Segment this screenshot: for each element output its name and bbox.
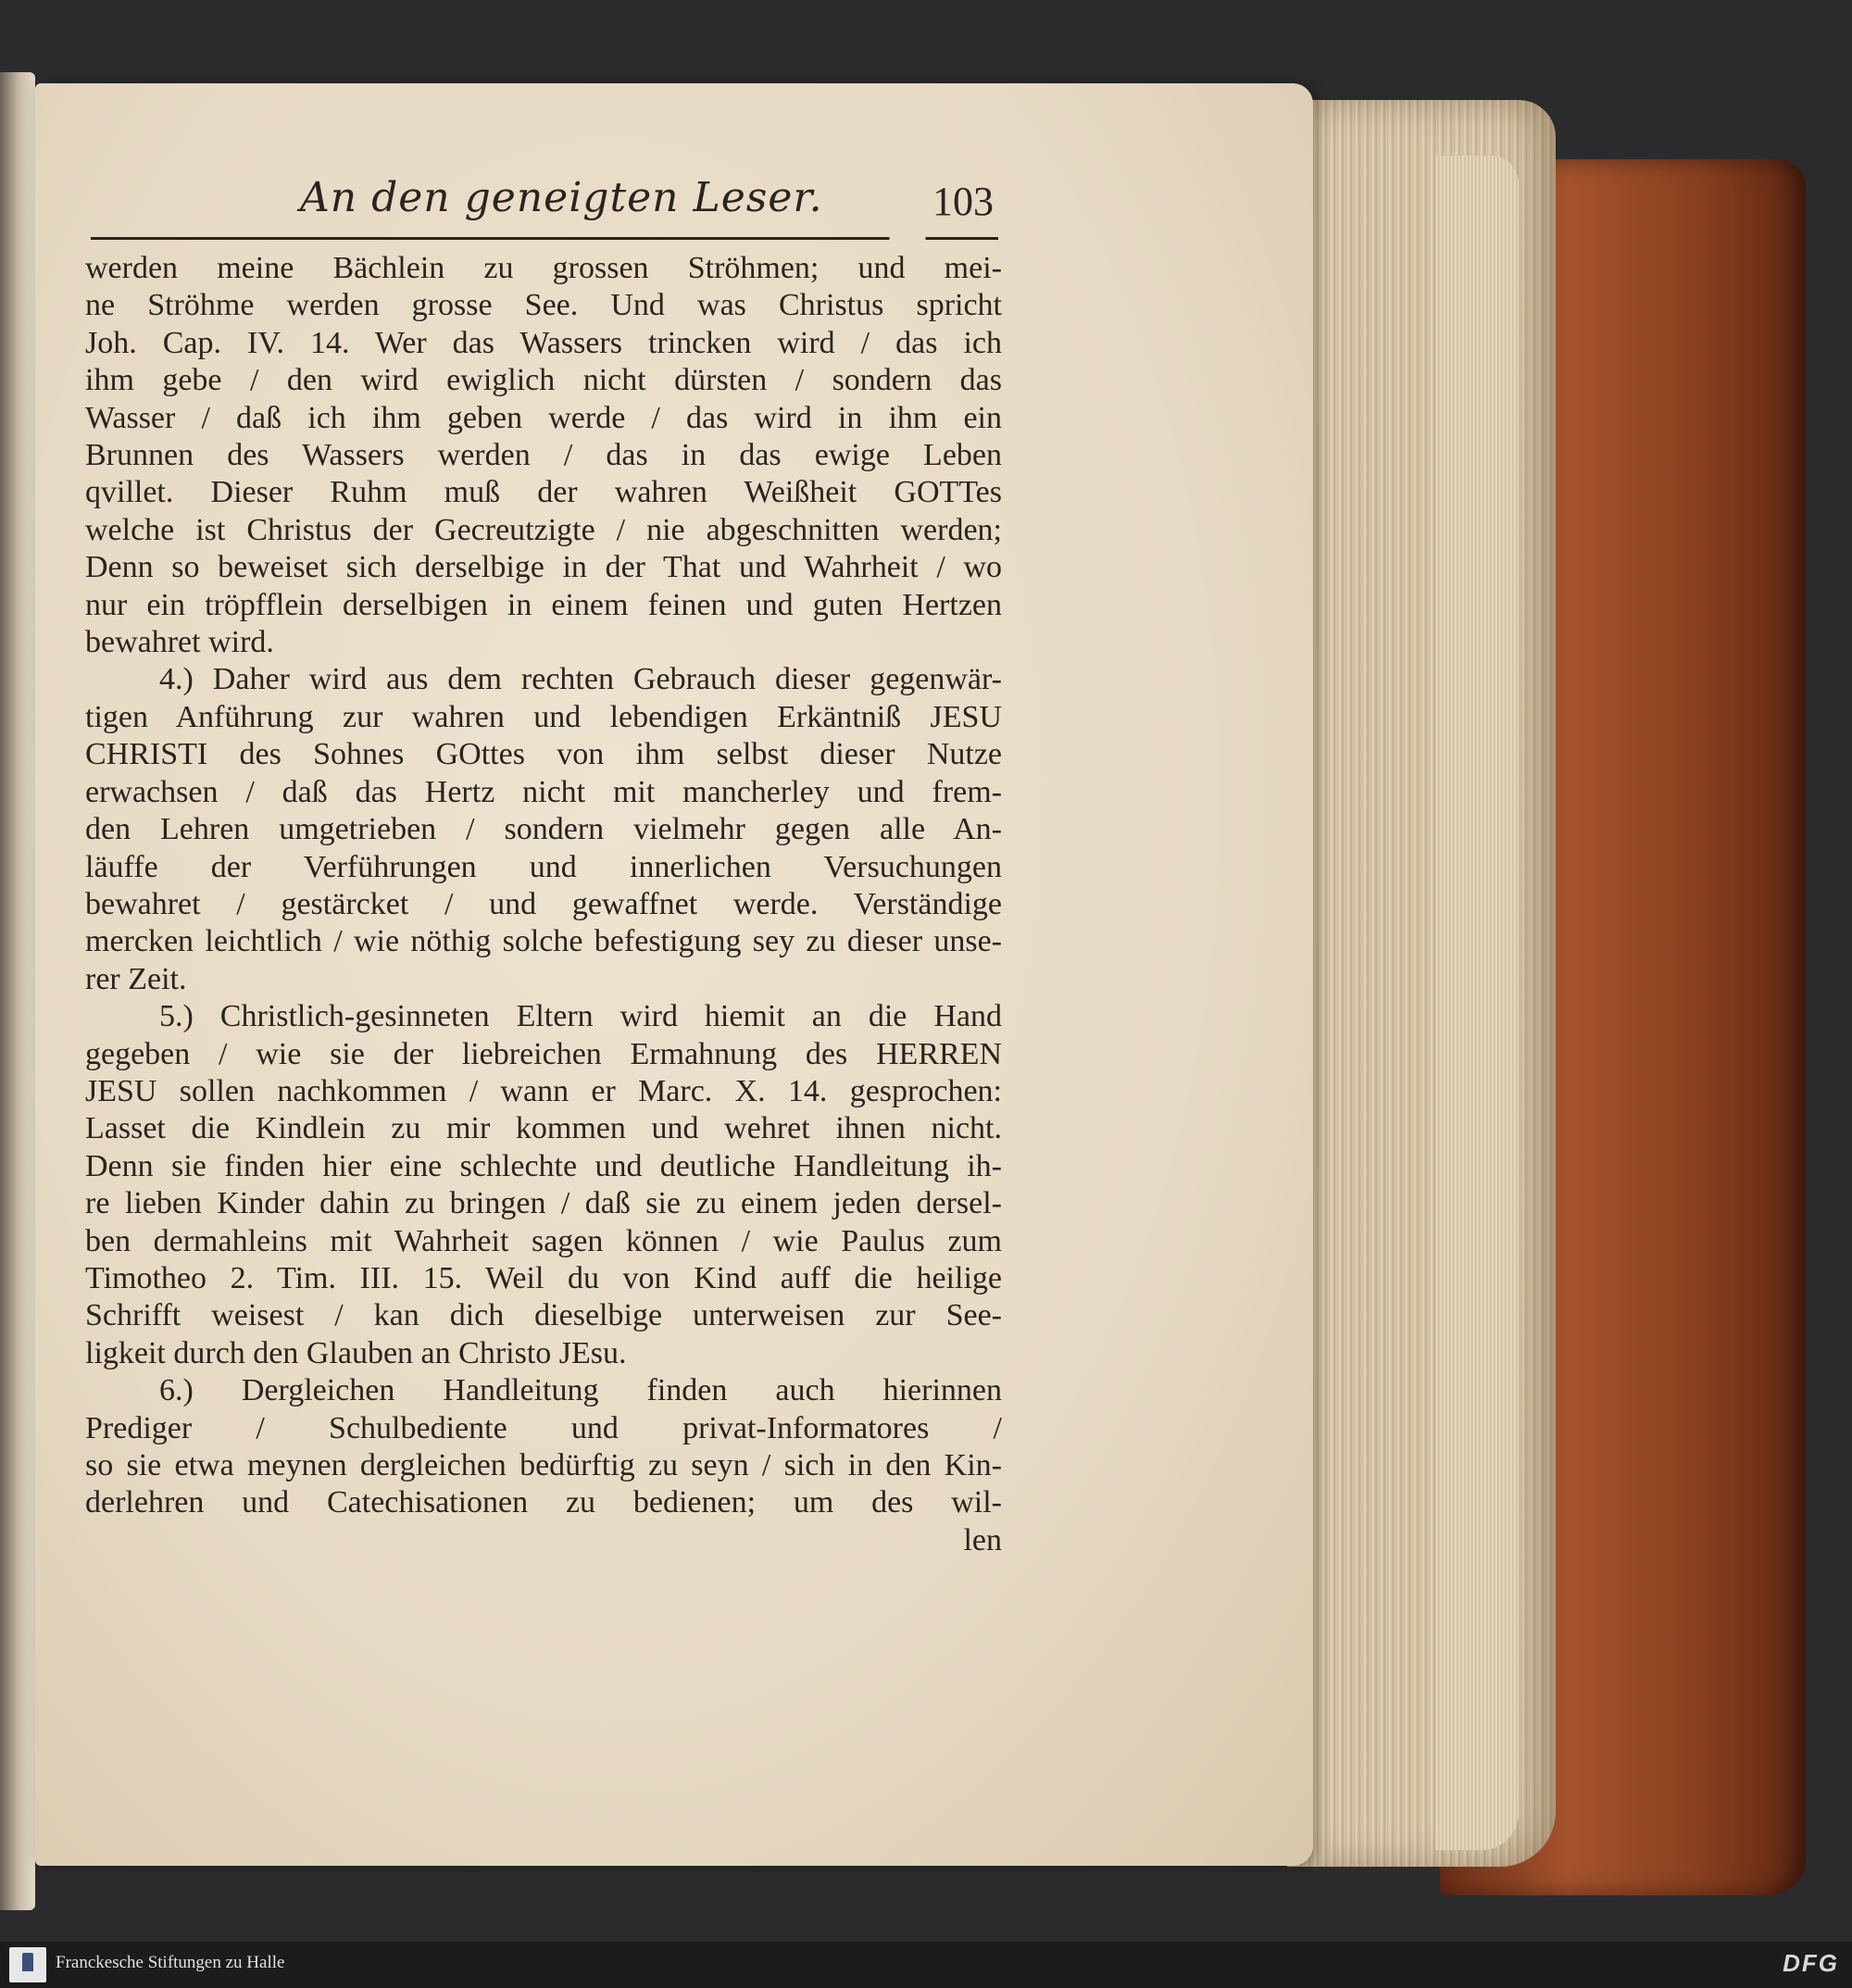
- page-number: 103: [932, 179, 994, 224]
- text-line: nur ein tröpfflein derselbigen in einem feinen und guten Hertzen: [85, 587, 1002, 622]
- text-line: Timotheo 2. Tim. III. 15. Weil du von Kind auff die heilige: [85, 1260, 1002, 1295]
- text-line: Schrifft weisest / kan dich dieselbige unterweisen zur See-: [85, 1298, 1002, 1333]
- text-line: Wasser / daß ich ihm geben werde / das wird in ihm ein: [85, 400, 1002, 435]
- text-line: Lasset die Kindlein zu mir kommen und wehret ihnen nicht.: [85, 1111, 1002, 1146]
- text-line: ihm gebe / den wird ewiglich nicht dürsten / sondern das: [85, 363, 1002, 398]
- text-line: Denn sie finden hier eine schlechte und deutliche Handleitung ih-: [85, 1148, 1002, 1183]
- page-content: [85, 165, 1002, 1559]
- paragraph-6-start: 6.) Dergleichen Handleitung finden auch hierinnen: [159, 1373, 1002, 1408]
- text-line: werden meine Bächlein zu grossen Ströhmen; und mei-: [85, 251, 1002, 285]
- text-line: bewahret / gestärcket / und gewaffnet werde. Verständige: [85, 886, 1002, 921]
- text-line: läuffe der Verführungen und innerlichen Versuchungen: [85, 849, 1002, 884]
- paragraph-4-start: 4.) Daher wird aus dem rechten Gebrauch dieser gegenwär-: [159, 662, 1002, 697]
- text-line: derlehren und Catechisationen zu bedienen; um des wil-: [85, 1485, 1002, 1520]
- page-fore-edge: [1435, 156, 1519, 1850]
- institution-name: Franckesche Stiftungen zu Halle: [56, 1953, 285, 1972]
- text-line: ne Ströhme werden grosse See. Und was Christus spricht: [85, 288, 1002, 323]
- text-line: re lieben Kinder dahin zu bringen / daß sie zu einem jeden dersel-: [85, 1186, 1002, 1221]
- dfg-logo: DFG: [1783, 1949, 1839, 1977]
- text-line: mercken leichtlich / wie nöthig solche befestigung sey zu dieser unse-: [85, 924, 1002, 959]
- institution-logo-icon: [9, 1947, 46, 1982]
- header-rule: [91, 237, 998, 240]
- body-text: [85, 250, 1002, 1559]
- viewer-footer: [0, 1942, 1852, 1988]
- text-line: Denn so beweiset sich derselbige in der That und Wahrheit / wo: [85, 550, 1002, 585]
- text-line: den Lehren umgetrieben / sondern vielmehr gegen alle An-: [85, 812, 1002, 847]
- text-line: Prediger / Schulbediente und privat-Informatores /: [85, 1410, 1002, 1445]
- text-line: qvillet. Dieser Ruhm muß der wahren Weißheit GOTTes: [85, 475, 1002, 510]
- text-line: JESU sollen nachkommen / wann er Marc. X. 14. gesprochen:: [85, 1073, 1002, 1108]
- text-line: so sie etwa meynen dergleichen bedürftig zu seyn / sich in den Kin-: [85, 1448, 1002, 1482]
- text-line: ben dermahleins mit Wahrheit sagen können / wie Paulus zum: [85, 1223, 1002, 1258]
- text-line: rer Zeit.: [85, 961, 187, 996]
- text-line: CHRISTI des Sohnes GOttes von ihm selbst dieser Nutze: [85, 737, 1002, 772]
- text-line: erwachsen / daß das Hertz nicht mit mancherley und frem-: [85, 774, 1002, 809]
- text-line: bewahret wird.: [85, 625, 274, 660]
- text-line: Joh. Cap. IV. 14. Wer das Wassers trincken wird / das ich: [85, 325, 1002, 360]
- text-line: welche ist Christus der Gecreutzigte / nie abgeschnitten werden;: [85, 512, 1002, 547]
- running-title: An den geneigten Leser.: [300, 174, 823, 221]
- page-header: [85, 165, 1002, 250]
- text-line: Brunnen des Wassers werden / das in das ewige Leben: [85, 438, 1002, 473]
- catchword: len: [963, 1522, 1002, 1557]
- paragraph-5-start: 5.) Christlich-gesinneten Eltern wird hiemit an die Hand: [159, 999, 1002, 1034]
- left-page-edge: [0, 72, 35, 1910]
- text-line: tigen Anführung zur wahren und lebendigen Erkäntniß JESU: [85, 699, 1002, 734]
- text-line: gegeben / wie sie der liebreichen Ermahnung des HERREN: [85, 1036, 1002, 1071]
- text-line: ligkeit durch den Glauben an Christo JEsu.: [85, 1335, 627, 1370]
